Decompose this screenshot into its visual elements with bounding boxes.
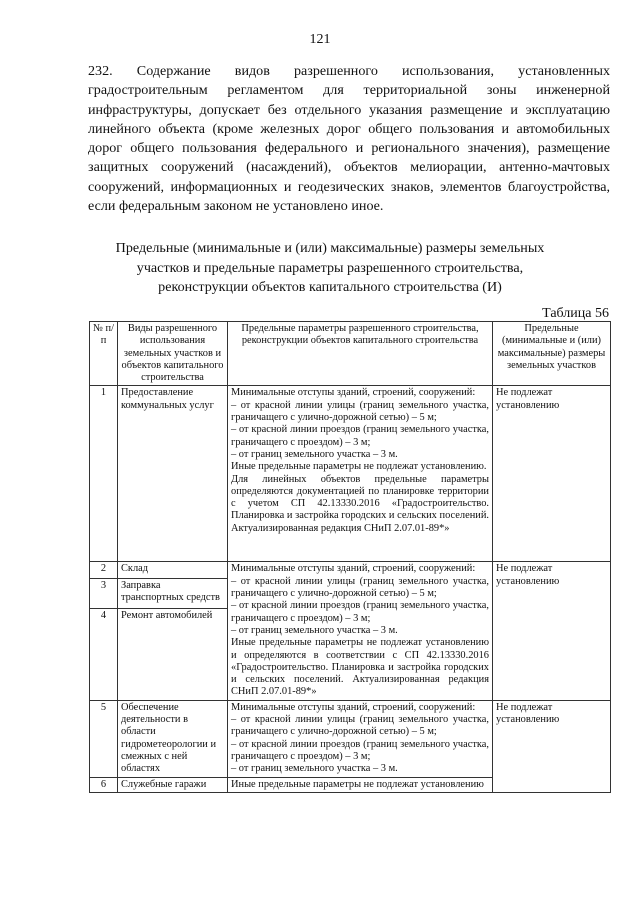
row-number: 2 — [90, 562, 118, 579]
page-number: 121 — [309, 32, 331, 47]
table-row — [90, 700, 611, 777]
row-use-type: Заправка транспортных средств — [118, 578, 228, 608]
row-use-type: Склад — [118, 562, 228, 579]
row-parameters: Иные предельные параметры не подлежат установлению — [228, 777, 493, 792]
row-use-type: Ремонт автомобилей — [118, 608, 228, 700]
row-plot-size: Не подлежат установлению — [493, 386, 611, 562]
param-line: – от границ земельного участка – 3 м. — [231, 763, 398, 775]
row-parameters — [228, 386, 493, 562]
param-line: – от красной линии улицы (границ земельного участка, граничащего с улично-дорожной сетью) – 5 м; — [231, 714, 489, 738]
row-use-type: Служебные гаражи — [118, 777, 228, 792]
header-plot-size: Предельные (минимальные и (или) максимальные) размеры земельных участков — [493, 322, 611, 386]
param-line: Минимальные отступы зданий, строений, сооружений: — [231, 387, 476, 399]
param-line: Для линейных объектов предельные параметры определяются документацией по планировке территории с учетом СП 42.13330.2016 «Градостроительство. Планировка и застройка городских и сельских поселений. Актуализированная редакция СНиП 2.07.01-89*» — [231, 473, 489, 534]
row-plot-size: Не подлежат установлению — [493, 562, 611, 700]
row-parameters — [228, 562, 493, 700]
param-line: – от границ земельного участка – 3 м. — [231, 448, 398, 460]
header-parameters: Предельные параметры разрешенного строительства, реконструкции объектов капитального строительства — [228, 322, 493, 386]
param-line: – от красной линии улицы (границ земельного участка, граничащего с улично-дорожной сетью) – 5 м; — [231, 399, 489, 424]
body-paragraph: 232. Содержание видов разрешенного использования, установленных градостроительным регламентом для территориальной зоны инженерной инфраструктуры, допускает без отдельного указания размещение и эксплуатацию линейного объекта (кроме железных дорог общего пользования и автомобильных дорог общего пользования федерального и регионального значения), размещение защитных сооружений (насаждений), объектов мелиорации, антенно-мачтовых сооружений, информационных и геодезических знаков, элементов благоустройства, если федеральным законом не установлено иное. — [88, 63, 610, 215]
row-plot-size: Не подлежат установлению — [493, 700, 611, 792]
table-caption: Таблица 56 — [542, 306, 609, 321]
table-row — [90, 562, 611, 579]
parameters-table — [89, 321, 611, 793]
row-number: 6 — [90, 777, 118, 792]
row-number: 3 — [90, 578, 118, 608]
param-line: Иные предельные параметры не подлежат установлению и определяются в соответствии с СП 42.13330.2016 «Градостроительство. Планировка и застройка городских и сельских поселений. Актуализированная редакция СНиП 2.07.01-89*» — [231, 637, 489, 698]
header-number: № п/п — [90, 322, 118, 386]
row-use-type: Обеспечение деятельности в области гидрометеорологии и смежных с ней областях — [118, 700, 228, 777]
param-line: – от красной линии проездов (границ земельного участка, граничащего с проездом) – 3 м; — [231, 424, 489, 448]
row-use-type: Предоставление коммунальных услуг — [118, 386, 228, 562]
param-line: Иные предельные параметры не подлежат установлению. — [231, 461, 487, 473]
param-line: – от красной линии улицы (границ земельного участка, граничащего с улично-дорожной сетью) – 5 м; — [231, 575, 489, 600]
table-header-row — [90, 322, 611, 386]
row-parameters — [228, 700, 493, 777]
table-heading: Предельные (минимальные и (или) максимальные) размеры земельных участков и предельные параметры разрешенного строительства, реконструкции объектов капитального строительства (И) — [115, 240, 545, 295]
param-line: – от границ земельного участка – 3 м. — [231, 624, 398, 636]
param-line: Минимальные отступы зданий, строений, сооружений: — [231, 563, 476, 575]
table-row — [90, 386, 611, 562]
param-line: – от красной линии проездов (границ земельного участка, граничащего с проездом) – 3 м; — [231, 738, 489, 762]
row-number: 1 — [90, 386, 118, 562]
row-number: 5 — [90, 700, 118, 777]
header-use-type: Виды разрешенного использования земельных участков и объектов капитального строительства — [118, 322, 228, 386]
param-line: Минимальные отступы зданий, строений, сооружений: — [231, 701, 476, 713]
row-number: 4 — [90, 608, 118, 700]
param-line: – от красной линии проездов (границ земельного участка, граничащего с проездом) – 3 м; — [231, 600, 489, 624]
